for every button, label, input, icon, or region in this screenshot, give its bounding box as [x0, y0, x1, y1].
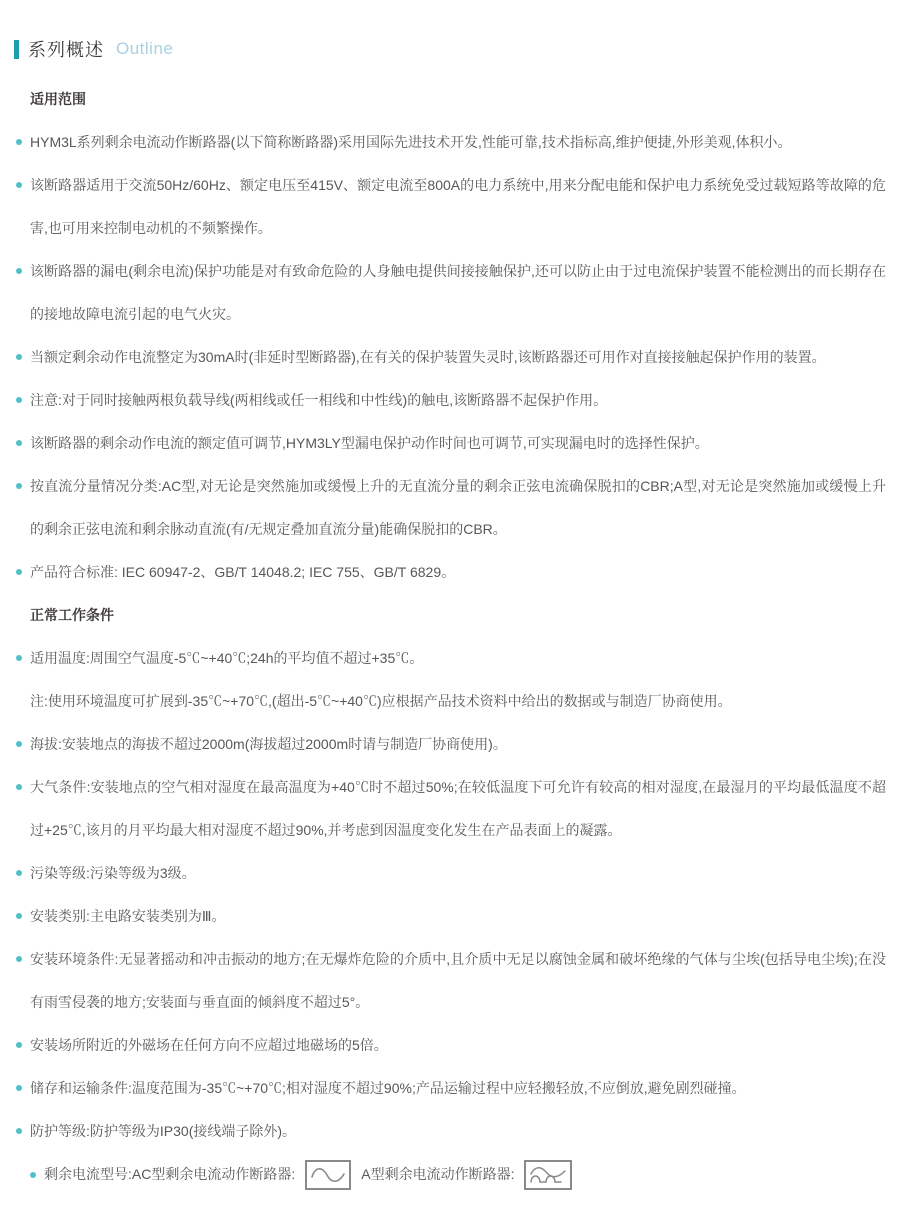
- list-item-text: 当额定剩余动作电流整定为30mA时(非延时型断路器),在有关的保护装置失灵时,该断路器还可用作对直接接触起保护作用的装置。: [30, 349, 826, 365]
- list-item: [16, 379, 886, 422]
- bullet-icon: [16, 440, 22, 446]
- list-item-text: 产品符合标准: IEC 60947-2、GB/T 14048.2; IEC 755、GB/T 6829。: [30, 564, 456, 580]
- bullet-icon: [16, 1042, 22, 1048]
- bullet-icon: [16, 569, 22, 575]
- list-item-text: 注:使用环境温度可扩展到-35℃~+70℃,(超出-5℃~+40℃)应根据产品技术资料中给出的数据或与制造厂协商使用。: [30, 693, 732, 709]
- a-pulsating-dc-waveform-icon: [524, 1160, 572, 1190]
- list-item-text: 注意:对于同时接触两根负载导线(两相线或任一相线和中性线)的触电,该断路器不起保护作用。: [30, 392, 608, 408]
- list-item-text: 按直流分量情况分类:AC型,对无论是突然施加或缓慢上升的无直流分量的剩余正弦电流确保脱扣的CBR;A型,对无论是突然施加或缓慢上升的剩余正弦电流和剩余脉动直流(有/无规定叠加直流分量)能确保脱扣的CBR。: [30, 478, 886, 537]
- list-item: [16, 250, 886, 336]
- bullet-icon: [16, 354, 22, 360]
- section-heading: 适用范围: [30, 91, 86, 107]
- list-item: [16, 336, 886, 379]
- list-item: [16, 422, 886, 465]
- list-item-text: 该断路器的剩余动作电流的额定值可调节,HYM3LY型漏电保护动作时间也可调节,可实现漏电时的选择性保护。: [30, 435, 709, 451]
- bullet-icon: [16, 139, 22, 145]
- bullet-icon: [16, 268, 22, 274]
- list-item: [16, 766, 886, 852]
- list-item-text: HYM3L系列剩余电流动作断路器(以下简称断路器)采用国际先进技术开发,性能可靠,技术指标高,维护便捷,外形美观,体积小。: [30, 134, 792, 150]
- bullet-icon: [16, 956, 22, 962]
- sections-container: [16, 78, 886, 1153]
- bullet-icon: [16, 655, 22, 661]
- bullet-icon: [16, 784, 22, 790]
- list-item-text: 该断路器的漏电(剩余电流)保护功能是对有致命危险的人身触电提供间接接触保护,还可以防止由于过电流保护装置不能检测出的而长期存在的接地故障电流引起的电气火灾。: [30, 263, 886, 322]
- list-item: [16, 465, 886, 551]
- list-item: [16, 164, 886, 250]
- bullet-icon: [16, 913, 22, 919]
- list-item-text: 适用温度:周围空气温度-5℃~+40℃;24h的平均值不超过+35℃。: [30, 650, 424, 666]
- bullet-icon: [16, 870, 22, 876]
- bullet-icon: [16, 182, 22, 188]
- list-item: [16, 895, 886, 938]
- list-item: [16, 680, 886, 723]
- list-item: [16, 121, 886, 164]
- residual-current-type-label-2: A型剩余电流动作断路器:: [361, 1166, 515, 1182]
- list-item-text: 大气条件:安装地点的空气相对湿度在最高温度为+40℃时不超过50%;在较低温度下可允许有较高的相对湿度,在最湿月的平均最低温度不超过+25℃,该月的月平均最大相对湿度不超过90%,并考虑到因温度变化发生在产品表面上的凝露。: [30, 779, 886, 838]
- list-item: [16, 1067, 886, 1110]
- list-item-text: 安装环境条件:无显著摇动和冲击振动的地方;在无爆炸危险的介质中,且介质中无足以腐蚀金属和破坏绝缘的气体与尘埃(包括导电尘埃);在没有雨雪侵袭的地方;安装面与垂直面的倾斜度不超过5°。: [30, 951, 886, 1010]
- list-item: [16, 852, 886, 895]
- residual-current-type-label: 剩余电流型号:AC型剩余电流动作断路器:: [44, 1166, 296, 1182]
- accent-bar: [14, 40, 19, 59]
- list-item-text: 该断路器适用于交流50Hz/60Hz、额定电压至415V、额定电流至800A的电力系统中,用来分配电能和保护电力系统免受过载短路等故障的危害,也可用来控制电动机的不频繁操作。: [30, 177, 886, 236]
- bullet-icon: [16, 397, 22, 403]
- bullet-icon: [16, 483, 22, 489]
- page-title-en: Outline: [116, 39, 174, 58]
- page-title-zh: 系列概述: [28, 40, 104, 60]
- ac-sine-waveform-icon: [305, 1160, 351, 1190]
- list-item: [16, 723, 886, 766]
- list-item: [16, 938, 886, 1024]
- list-item-text: 防护等级:防护等级为IP30(接线端子除外)。: [30, 1123, 297, 1139]
- list-item-text: 海拔:安装地点的海拔不超过2000m(海拔超过2000m时请与制造厂协商使用)。: [30, 736, 507, 752]
- page-title: [14, 36, 886, 62]
- list-item: [16, 551, 886, 594]
- list-item-residual-current-type: [16, 1153, 886, 1196]
- bullet-icon: [16, 1085, 22, 1091]
- bullet-icon: [16, 741, 22, 747]
- list-item: [16, 1024, 886, 1067]
- bullet-icon: [30, 1172, 36, 1178]
- list-item: [16, 637, 886, 680]
- list-item-text: 储存和运输条件:温度范围为-35℃~+70℃;相对湿度不超过90%;产品运输过程中应轻搬轻放,不应倒放,避免剧烈碰撞。: [30, 1080, 746, 1096]
- bullet-icon: [16, 1128, 22, 1134]
- list-item-text: 污染等级:污染等级为3级。: [30, 865, 196, 881]
- section-heading: 正常工作条件: [30, 607, 114, 623]
- list-item: [16, 1110, 886, 1153]
- list-item-text: 安装类别:主电路安装类别为Ⅲ。: [30, 908, 226, 924]
- list-item-text: 安装场所附近的外磁场在任何方向不应超过地磁场的5倍。: [30, 1037, 388, 1053]
